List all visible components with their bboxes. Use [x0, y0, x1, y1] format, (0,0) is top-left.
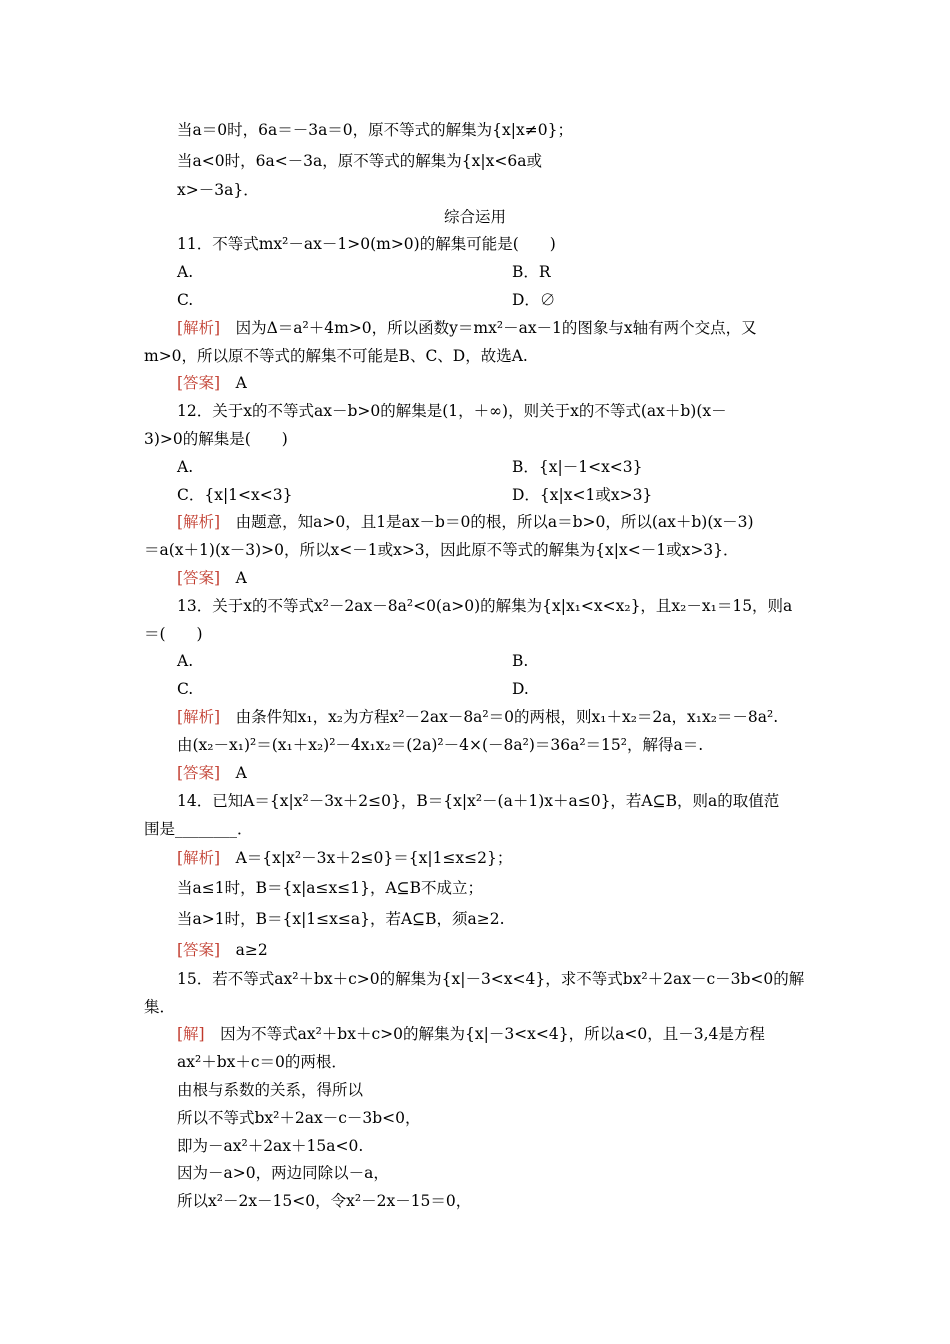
option-a: A.	[177, 263, 194, 281]
solution-line: 因为－a>0，两边同除以－a，	[177, 1164, 389, 1182]
answer-line	[177, 373, 247, 393]
analysis-line: 当a≤1时，B＝{x|a≤x≤1}，A⊆B不成立；	[177, 879, 484, 897]
question-12-cont: 3)>0的解集是( )	[144, 430, 288, 448]
question-14-cont: 围是________．	[144, 820, 253, 838]
question-13-cont: ＝( )	[144, 625, 203, 643]
option-b: B．{x|－1<x<3}	[512, 458, 643, 476]
analysis-tag: [解析]	[177, 708, 221, 726]
question-13: 13．关于x的不等式x²－2ax－8a²<0(a>0)的解集为{x|x₁<x<x₂}，且x₂－x₁＝15，则a	[177, 597, 793, 615]
answer-tag: [答案]	[177, 764, 221, 782]
answer-text: A	[220, 764, 247, 782]
question-12: 12．关于x的不等式ax－b>0的解集是(1，＋∞)，则关于x的不等式(ax＋b)(x－	[177, 402, 727, 420]
analysis-line	[177, 318, 757, 338]
solution-line: 由根与系数的关系，得所以	[177, 1081, 364, 1099]
option-b: B．R	[512, 263, 551, 281]
option-a: A.	[177, 458, 194, 476]
analysis-text: 因为Δ＝a²＋4m>0，所以函数y＝mx²－ax－1的图象与x轴有两个交点，又	[220, 319, 757, 337]
text-line: 当a<0时，6a<－3a，原不等式的解集为{x|x<6a或	[177, 152, 542, 170]
answer-text: a≥2	[220, 941, 268, 959]
text-line: 当a＝0时，6a＝－3a＝0，原不等式的解集为{x|x≠0}；	[177, 121, 573, 139]
answer-line	[177, 940, 268, 960]
answer-tag: [答案]	[177, 941, 221, 959]
section-heading: 综合运用	[443, 208, 506, 226]
option-a: A.	[177, 652, 194, 670]
answer-line	[177, 568, 247, 588]
solution-line: 所以x²－2x－15<0，令x²－2x－15＝0，	[177, 1192, 472, 1210]
analysis-line: 当a>1时，B＝{x|1≤x≤a}，若A⊆B，须a≥2.	[177, 910, 505, 928]
answer-text: A	[220, 374, 247, 392]
solution-line: 即为－ax²＋2ax＋15a<0.	[177, 1137, 364, 1155]
option-c: C.	[177, 680, 194, 698]
question-14: 14．已知A＝{x|x²－3x＋2≤0}，B＝{x|x²－(a＋1)x＋a≤0}，若A⊆B，则a的取值范	[177, 792, 780, 810]
option-c: C．{x|1<x<3}	[177, 486, 293, 504]
option-c: C.	[177, 291, 194, 309]
solution-line: 所以不等式bx²＋2ax－c－3b<0，	[177, 1109, 421, 1127]
analysis-tag: [解析]	[177, 513, 221, 531]
solution-text: 因为不等式ax²＋bx＋c>0的解集为{x|－3<x<4}，所以a<0，且－3,4是方程	[204, 1025, 765, 1043]
answer-text: A	[220, 569, 247, 587]
question-11: 11．不等式mx²－ax－1>0(m>0)的解集可能是( )	[177, 235, 556, 253]
question-15: 15．若不等式ax²＋bx＋c>0的解集为{x|－3<x<4}，求不等式bx²＋2ax－c－3b<0的解	[177, 970, 805, 988]
analysis-tag: [解析]	[177, 849, 221, 867]
answer-tag: [答案]	[177, 569, 221, 587]
text-line: x>－3a}．	[177, 181, 259, 199]
analysis-text: 由条件知x₁，x₂为方程x²－2ax－8a²＝0的两根，则x₁＋x₂＝2a，x₁x₂＝－8a².	[220, 708, 779, 726]
option-d: D．∅	[512, 291, 556, 309]
answer-line	[177, 763, 247, 783]
analysis-line: m>0，所以原不等式的解集不可能是B、C、D，故选A.	[144, 347, 528, 365]
solution-line	[177, 1024, 765, 1044]
analysis-line: 由(x₂－x₁)²＝(x₁＋x₂)²－4x₁x₂＝(2a)²－4×(－8a²)＝36a²＝15²，解得a＝.	[177, 736, 704, 754]
option-d: D．{x|x<1或x>3}	[512, 486, 653, 504]
question-15-cont: 集．	[144, 998, 176, 1016]
analysis-line: ＝a(x＋1)(x－3)>0，所以x<－1或x>3，因此原不等式的解集为{x|x<－1或x>3}．	[144, 541, 739, 559]
option-d: D.	[512, 680, 529, 698]
analysis-text: A＝{x|x²－3x＋2≤0}＝{x|1≤x≤2}；	[220, 849, 513, 867]
solution-line: ax²＋bx＋c＝0的两根．	[177, 1053, 347, 1071]
analysis-text: 由题意，知a>0，且1是ax－b＝0的根，所以a＝b>0，所以(ax＋b)(x－3)	[220, 513, 754, 531]
analysis-line	[177, 512, 754, 532]
answer-tag: [答案]	[177, 374, 221, 392]
analysis-tag: [解析]	[177, 319, 221, 337]
option-b: B.	[512, 652, 529, 670]
solution-tag: [解]	[177, 1025, 205, 1043]
analysis-line	[177, 707, 778, 727]
analysis-line	[177, 848, 512, 868]
